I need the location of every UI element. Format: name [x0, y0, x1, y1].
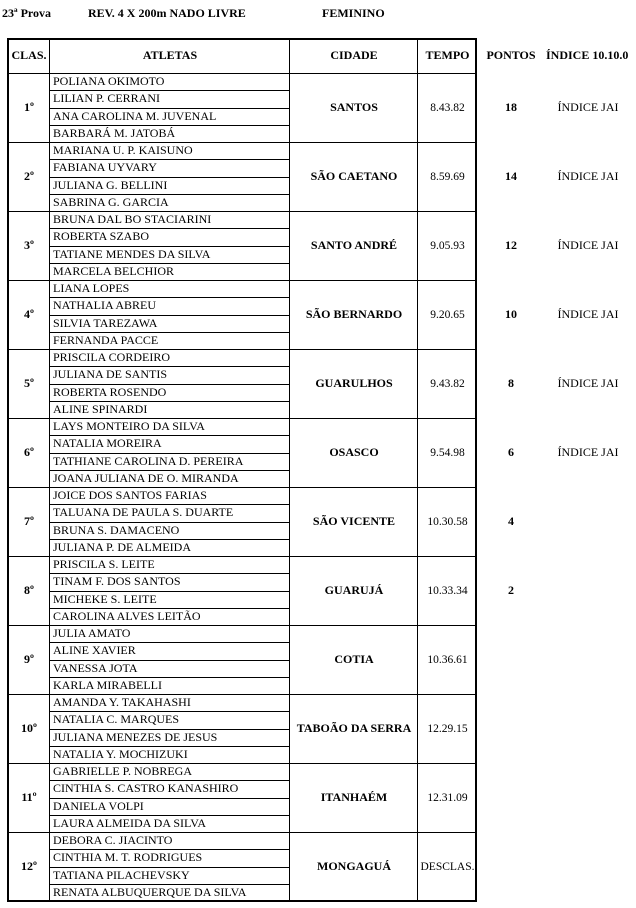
race-time: 8.43.82: [430, 101, 465, 114]
index-status: ÍNDICE JAI: [557, 307, 619, 321]
points: 18: [505, 100, 517, 114]
athlete-divider: [50, 228, 289, 229]
col-tempo: TEMPO: [425, 48, 470, 62]
race-time: 8.59.69: [430, 170, 465, 183]
athlete-name: TALUANA DE PAULA S. DUARTE: [53, 505, 234, 520]
athlete-name: ALINE SPINARDI: [53, 401, 148, 416]
team-city: OSASCO: [329, 445, 379, 459]
race-time: 9.05.93: [430, 239, 465, 252]
placement: 6º: [24, 445, 34, 459]
athlete-name: LILIAN P. CERRANI: [53, 91, 160, 106]
col-indice: ÍNDICE 10.10.0: [546, 48, 629, 62]
athlete-divider: [50, 539, 289, 540]
race-time: 10.30.58: [427, 515, 468, 528]
athlete-divider: [50, 194, 289, 195]
race-time: DESCLAS.: [420, 860, 475, 873]
document-header: [0, 0, 636, 26]
placement: 9º: [24, 652, 34, 666]
points: 12: [505, 238, 517, 252]
index-status: [540, 694, 636, 763]
race-time: 12.31.09: [427, 791, 468, 804]
athlete-name: TINAM F. DOS SANTOS: [53, 574, 181, 589]
event-category: FEMININO: [322, 6, 385, 20]
points: 14: [505, 169, 517, 183]
index-status: [540, 763, 636, 832]
team-city: GUARUJÁ: [324, 583, 384, 597]
athlete-divider: [50, 798, 289, 799]
athlete-name: TATIANA PILACHEVSKY: [53, 867, 190, 882]
athlete-divider: [50, 90, 289, 91]
athlete-name: TATIANE MENDES DA SILVA: [53, 246, 211, 261]
col-clas: CLAS.: [11, 48, 47, 62]
athlete-divider: [50, 504, 289, 505]
athlete-divider: [50, 332, 289, 333]
athlete-divider: [50, 315, 289, 316]
event-title: REV. 4 X 200m NADO LIVRE: [88, 6, 246, 20]
index-status: ÍNDICE JAI: [557, 169, 619, 183]
race-time: 9.20.65: [430, 308, 465, 321]
race-time: 9.54.98: [430, 446, 465, 459]
athlete-name: LIANA LOPES: [53, 281, 130, 295]
athlete-name: SABRINA G. GARCIA: [53, 194, 169, 209]
index-status: ÍNDICE JAI: [557, 238, 619, 252]
race-time: 10.36.61: [427, 653, 468, 666]
athlete-divider: [50, 177, 289, 178]
athlete-name: ANA CAROLINA M. JUVENAL: [53, 108, 217, 123]
athlete-name: BRUNA S. DAMACENO: [53, 522, 180, 537]
index-status: ÍNDICE JAI: [557, 445, 619, 459]
placement: 10º: [21, 721, 37, 735]
col-pontos: PONTOS: [486, 48, 536, 62]
athlete-name: MARCELA BELCHIOR: [53, 263, 175, 278]
athlete-divider: [50, 591, 289, 592]
athlete-divider: [50, 884, 289, 885]
index-status: ÍNDICE JAI: [557, 376, 619, 390]
placement: 2º: [24, 169, 34, 183]
athlete-name: CINTHIA M. T. RODRIGUES: [53, 850, 203, 865]
athlete-name: JOICE DOS SANTOS FARIAS: [53, 488, 207, 502]
placement: 11º: [21, 790, 37, 804]
index-status: [540, 625, 636, 694]
athlete-name: TATHIANE CAROLINA D. PEREIRA: [53, 453, 244, 468]
athlete-name: KARLA MIRABELLI: [53, 677, 162, 692]
index-status: [540, 832, 636, 901]
athlete-divider: [50, 780, 289, 781]
athlete-name: POLIANA OKIMOTO: [53, 74, 165, 88]
athlete-divider: [50, 125, 289, 126]
points: [484, 694, 538, 763]
athlete-divider: [50, 366, 289, 367]
placement: 12º: [21, 859, 37, 873]
athlete-divider: [50, 849, 289, 850]
index-status: [540, 556, 636, 625]
athlete-divider: [50, 108, 289, 109]
team-city: SANTO ANDRÉ: [310, 238, 398, 252]
athlete-name: PRISCILA CORDEIRO: [53, 350, 171, 364]
team-city: SÃO CAETANO: [310, 169, 398, 183]
athlete-name: NATALIA C. MARQUES: [53, 712, 180, 727]
col-atletas: ATLETAS: [142, 48, 198, 62]
athlete-name: FABIANA UYVARY: [53, 160, 157, 175]
athlete-name: JOANA JULIANA DE O. MIRANDA: [53, 470, 239, 485]
athlete-name: BRUNA DAL BO STACIARINI: [53, 212, 212, 226]
athlete-name: LAYS MONTEIRO DA SILVA: [53, 419, 205, 433]
athlete-divider: [50, 867, 289, 868]
athlete-name: NATALIA MOREIRA: [53, 436, 162, 451]
athlete-name: DEBORA C. JIACINTO: [53, 833, 173, 847]
athlete-name: CAROLINA ALVES LEITÃO: [53, 608, 201, 623]
points: 2: [508, 583, 514, 597]
athlete-name: DANIELA VOLPI: [53, 798, 144, 813]
athlete-divider: [50, 729, 289, 730]
placement: 4º: [24, 307, 34, 321]
athlete-name: JULIANA MENEZES DE JESUS: [53, 729, 218, 744]
team-city: MONGAGUÁ: [317, 859, 391, 873]
athlete-name: AMANDA Y. TAKAHASHI: [53, 695, 191, 709]
athlete-divider: [50, 642, 289, 643]
athlete-name: NATHALIA ABREU: [53, 298, 157, 313]
points: 4: [508, 514, 514, 528]
athlete-name: BARBARÁ M. JATOBÁ: [53, 125, 176, 140]
team-city: ITANHAÉM: [320, 790, 388, 804]
athlete-divider: [50, 297, 289, 298]
athlete-divider: [50, 815, 289, 816]
athlete-divider: [50, 711, 289, 712]
points: [484, 625, 538, 694]
team-city: SANTOS: [330, 100, 378, 114]
athlete-name: PRISCILA S. LEITE: [53, 557, 155, 571]
points: [484, 832, 538, 901]
athlete-name: CINTHIA S. CASTRO KANASHIRO: [53, 781, 239, 796]
athlete-divider: [50, 573, 289, 574]
athlete-divider: [50, 384, 289, 385]
athlete-name: ROBERTA ROSENDO: [53, 384, 167, 399]
athlete-divider: [50, 401, 289, 402]
placement: 8º: [24, 583, 34, 597]
athlete-name: JULIA AMATO: [53, 626, 131, 640]
team-city: SÃO BERNARDO: [305, 307, 403, 321]
athlete-divider: [50, 159, 289, 160]
athlete-divider: [50, 746, 289, 747]
col-cidade: CIDADE: [330, 48, 378, 62]
athlete-divider: [50, 677, 289, 678]
athlete-divider: [50, 263, 289, 264]
athlete-name: JULIANA G. BELLINI: [53, 177, 168, 192]
athlete-name: MARIANA U. P. KAISUNO: [53, 143, 193, 157]
athlete-divider: [50, 660, 289, 661]
index-status: [540, 487, 636, 556]
race-time: 9.43.82: [430, 377, 465, 390]
athlete-divider: [50, 453, 289, 454]
race-time: 10.33.34: [427, 584, 468, 597]
athlete-name: GABRIELLE P. NOBREGA: [53, 764, 193, 778]
points: 10: [505, 307, 517, 321]
placement: 5º: [24, 376, 34, 390]
team-city: COTIA: [334, 652, 374, 666]
team-city: GUARULHOS: [315, 376, 393, 390]
athlete-name: ROBERTA SZABO: [53, 229, 149, 244]
athlete-name: RENATA ALBUQUERQUE DA SILVA: [53, 884, 247, 899]
team-city: SÃO VICENTE: [312, 514, 396, 528]
points: 8: [508, 376, 514, 390]
athlete-name: LAURA ALMEIDA DA SILVA: [53, 815, 207, 830]
athlete-divider: [50, 435, 289, 436]
race-time: 12.29.15: [427, 722, 468, 735]
athlete-name: MICHEKE S. LEITE: [53, 591, 157, 606]
athlete-name: FERNANDA PACCE: [53, 332, 159, 347]
index-status: ÍNDICE JAI: [557, 100, 619, 114]
points: [484, 763, 538, 832]
placement: 7º: [24, 514, 34, 528]
athlete-divider: [50, 470, 289, 471]
athlete-name: JULIANA DE SANTIS: [53, 367, 167, 382]
athlete-divider: [50, 522, 289, 523]
team-city: TABOÃO DA SERRA: [296, 721, 412, 735]
athlete-name: NATALIA Y. MOCHIZUKI: [53, 746, 188, 761]
athlete-name: JULIANA P. DE ALMEIDA: [53, 539, 191, 554]
prova-number: 23ª Prova: [2, 6, 52, 20]
athlete-divider: [50, 246, 289, 247]
athlete-name: VANESSA JOTA: [53, 660, 138, 675]
athlete-name: SILVIA TAREZAWA: [53, 315, 158, 330]
athlete-name: ALINE XAVIER: [53, 643, 136, 658]
placement: 3º: [24, 238, 34, 252]
placement: 1º: [24, 100, 34, 114]
athlete-divider: [50, 608, 289, 609]
points: 6: [508, 445, 514, 459]
